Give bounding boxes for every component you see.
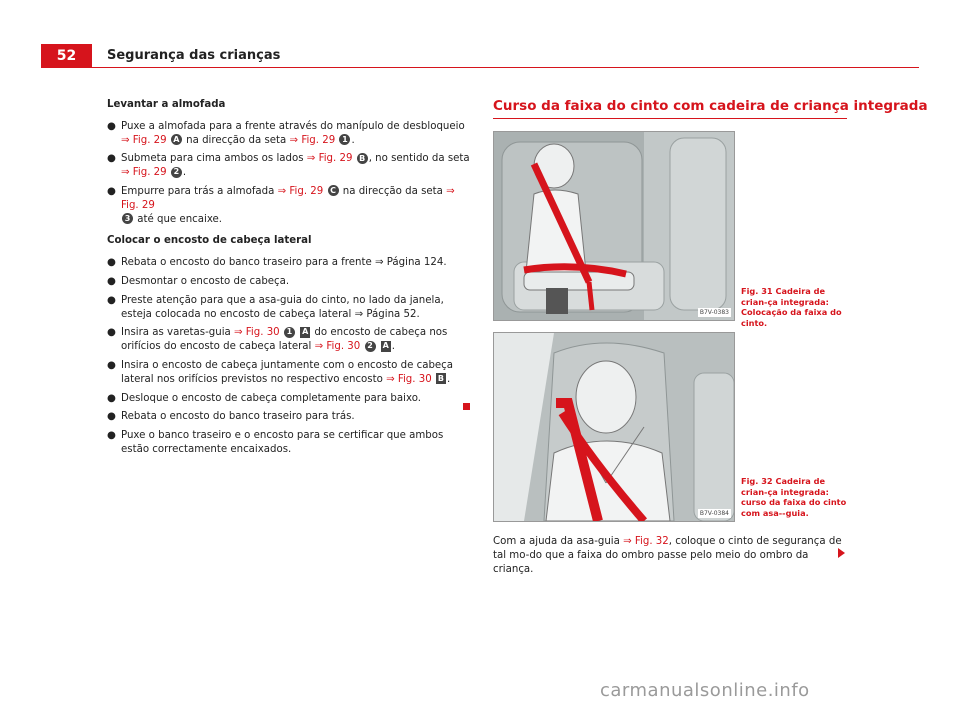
section-title-underline <box>493 118 847 119</box>
figure-link[interactable]: ⇒ Fig. 32 <box>623 536 669 547</box>
figure-link[interactable]: ⇒ Fig. 30 <box>314 341 361 353</box>
header-divider <box>92 67 919 68</box>
figure-32-image <box>493 332 735 522</box>
bullet-icon: ● <box>107 411 116 423</box>
figure-31-caption: Fig. 31 Cadeira de crian-ça integrada: Colocação da faixa do cinto. <box>741 286 842 328</box>
body-paragraph: Com a ajuda da asa-guia ⇒ Fig. 32, coloque o cinto de segurança de tal mo-do que a faixa do ombro passe pelo meio do ombro da criança. <box>493 536 842 575</box>
page-header-title: Segurança das crianças <box>107 48 281 63</box>
list-item: ● Rebata o encosto do banco traseiro para a frente ⇒ Página 124. <box>107 257 447 269</box>
list-item: ● Insira as varetas-guia ⇒ Fig. 30 1 A do encosto de cabeça nos orifícios do encosto de cabeça lateral ⇒ Fig. 30 2 A . <box>107 327 448 353</box>
figure-link[interactable]: ⇒ Fig. 29 <box>306 153 353 165</box>
figure-link[interactable]: ⇒ Fig. 29 <box>277 185 324 197</box>
callout-marker: 3 <box>122 213 133 224</box>
list-item: ● Submeta para cima ambos os lados ⇒ Fig. 29 B , no sentido da seta ⇒ Fig. 29 2 . <box>107 153 470 179</box>
bullet-icon: ● <box>107 275 116 287</box>
figure-link[interactable]: ⇒ Fig. 29 <box>121 167 167 179</box>
list-item: ● Rebata o encosto do banco traseiro para trás. <box>107 411 355 423</box>
section-title: Curso da faixa do cinto com cadeira de criança integrada <box>493 98 928 114</box>
figure-link[interactable]: ⇒ Fig. 30 <box>234 327 280 339</box>
section-heading-encosto: Colocar o encosto de cabeça lateral <box>107 235 312 247</box>
callout-square-marker: B <box>437 373 444 383</box>
bullet-icon: ● <box>107 430 116 442</box>
page-number: 52 <box>41 44 92 68</box>
bullet-icon: ● <box>107 294 116 306</box>
bullet-icon: ● <box>107 185 116 197</box>
callout-marker: C <box>328 185 339 196</box>
figure-link[interactable]: ⇒ Fig. 29 <box>121 134 167 146</box>
list-item: ● Empurre para trás a almofada ⇒ Fig. 29 C na direcção da seta ⇒ Fig. 29 3 até que encaixe. <box>107 185 455 225</box>
figure-link[interactable]: ⇒ Fig. 29 <box>289 134 336 146</box>
bullet-icon: ● <box>107 327 116 339</box>
list-item: ● Puxe o banco traseiro e o encosto para se certificar que ambos estão correctamente encaixados. <box>107 430 444 455</box>
bullet-icon: ● <box>107 392 116 404</box>
watermark: carmanualsonline.info <box>600 680 810 701</box>
figure-31-image <box>493 131 735 321</box>
continue-arrow-icon <box>838 548 845 558</box>
figure-link[interactable]: ⇒ Fig. 29 <box>121 185 455 211</box>
belt-guide-illustration <box>494 333 734 521</box>
list-item: ● Desloque o encosto de cabeça completamente para baixo. <box>107 392 421 404</box>
callout-marker: A <box>171 134 182 145</box>
child-seat-belt-illustration <box>494 132 734 320</box>
bullet-icon: ● <box>107 359 116 371</box>
callout-marker: 1 <box>284 327 295 338</box>
callout-marker: 2 <box>171 167 182 178</box>
left-column <box>107 98 472 462</box>
figure-link[interactable]: ⇒ Fig. 30 <box>386 373 432 385</box>
list-item: ● Puxe a almofada para a frente através do manípulo de desbloqueio ⇒ Fig. 29 A na direcção da seta ⇒ Fig. 29 1 . <box>107 120 465 146</box>
list-item: ● Desmontar o encosto de cabeça. <box>107 275 290 287</box>
figure-32-caption: Fig. 32 Cadeira de crian-ça integrada: curso da faixa do cinto com asa--guia. <box>741 476 847 518</box>
bullet-icon: ● <box>107 120 116 132</box>
callout-marker: 1 <box>339 134 350 145</box>
list-item: ● Insira o encosto de cabeça juntamente com o encosto de cabeça lateral nos orifícios previstos no respectivo encosto ⇒ Fig. 30 B . <box>107 359 454 385</box>
figure-code: B7V-0384 <box>699 510 729 517</box>
bullet-icon: ● <box>107 153 116 165</box>
bullet-icon: ● <box>107 257 116 269</box>
section-heading-levantar: Levantar a almofada <box>107 99 226 110</box>
callout-square-marker: A <box>382 341 389 351</box>
callout-marker: B <box>357 153 368 164</box>
list-item: ● Preste atenção para que a asa-guia do cinto, no lado da janela, esteja colocada no encosto de cabeça lateral ⇒ Página 52. <box>107 294 444 320</box>
callout-marker: 2 <box>365 341 376 352</box>
section-end-marker <box>463 403 470 410</box>
callout-square-marker: A <box>302 327 309 337</box>
figure-code: B7V-0383 <box>699 309 729 316</box>
